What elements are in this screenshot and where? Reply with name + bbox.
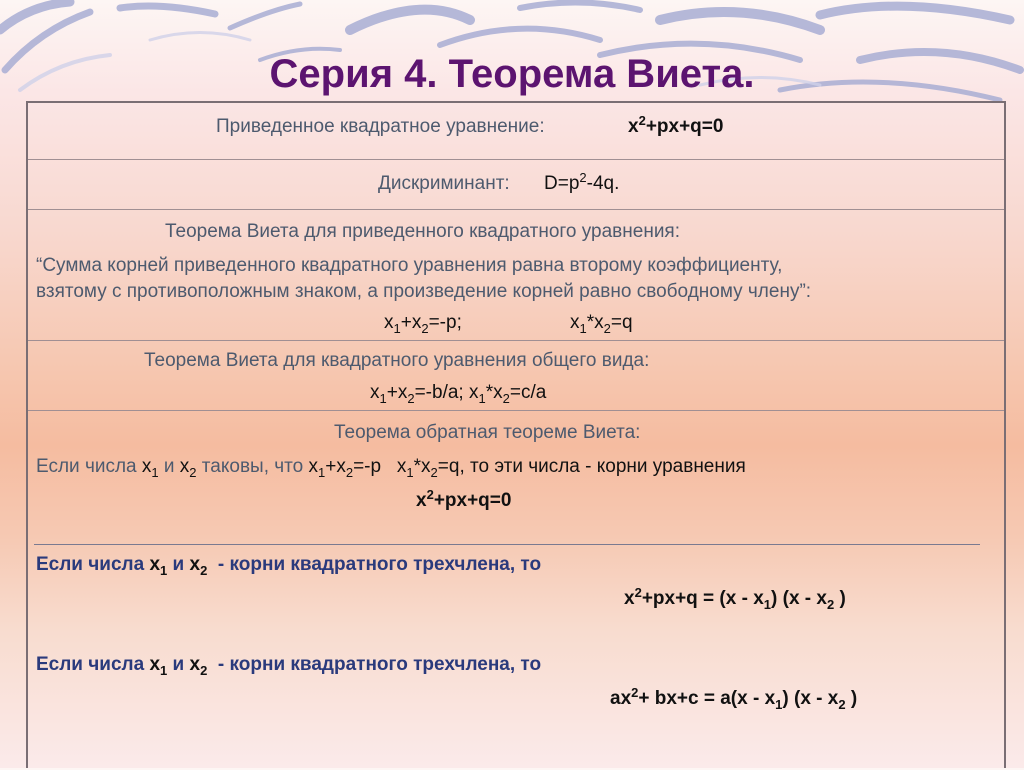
reduced-equation-formula: $x^2+px+q=0$	[628, 113, 724, 137]
theorem-table	[26, 101, 1006, 768]
vieta-quote-line-1: “Сумма корней приведенного квадратного уравнения равна второму коэффициенту,	[36, 255, 783, 276]
discriminant-formula: $D=p^2-4q$.	[544, 170, 620, 194]
vieta-sum-formula: $x_1+x_2=-p$;	[384, 312, 462, 336]
factor-formula-2: $ax^2+ bx+c = a(x - x_1)$ ($x - x_2$ )	[610, 685, 858, 712]
discriminant-label: Дискриминант:	[378, 173, 510, 194]
vieta-general-heading: Теорема Виета для квадратного уравнения общего вида:	[144, 350, 650, 371]
converse-heading: Теорема обратная теореме Виета:	[334, 422, 641, 443]
converse-equation: $x^2+px+q=0$	[416, 487, 512, 511]
vieta-quote-line-2: взятому с противоположным знаком, а произведение корней равно свободному члену”:	[36, 281, 812, 302]
factor-intro-2: Если числа $x_1$ и $x_2$ - корни квадратного трехчлена, то	[36, 654, 542, 678]
row-discriminant	[28, 160, 1004, 210]
factor-formula-1: $x^2+px+q = (x - x_1)$ ($x - x_2$ )	[624, 585, 846, 612]
vieta-product-formula: $x_1*x_2=q$	[570, 312, 633, 336]
row-vieta-general	[28, 341, 1004, 411]
vieta-general-formula: $x_1+x_2=-b/a$; $x_1*x_2=c/a$	[370, 382, 547, 406]
factor-intro-1: Если числа $x_1$ и $x_2$ - корни квадратного трехчлена, то	[36, 554, 542, 578]
reduced-equation-label: Приведенное квадратное уравнение:	[216, 116, 545, 137]
section-divider	[34, 544, 980, 545]
row-converse-theorem	[28, 411, 1004, 770]
row-vieta-reduced	[28, 210, 1004, 341]
row-reduced-equation	[28, 103, 1004, 160]
page-title: Серия 4. Теорема Виета.	[269, 52, 755, 96]
vieta-reduced-heading: Теорема Виета для приведенного квадратного уравнения:	[165, 221, 681, 242]
converse-statement: Если числа $x_1$ и $x_2$ таковы, что $x_1+x_2=-p$ $x_1*x_2=q$, то эти числа - корни уравнения	[36, 456, 746, 480]
